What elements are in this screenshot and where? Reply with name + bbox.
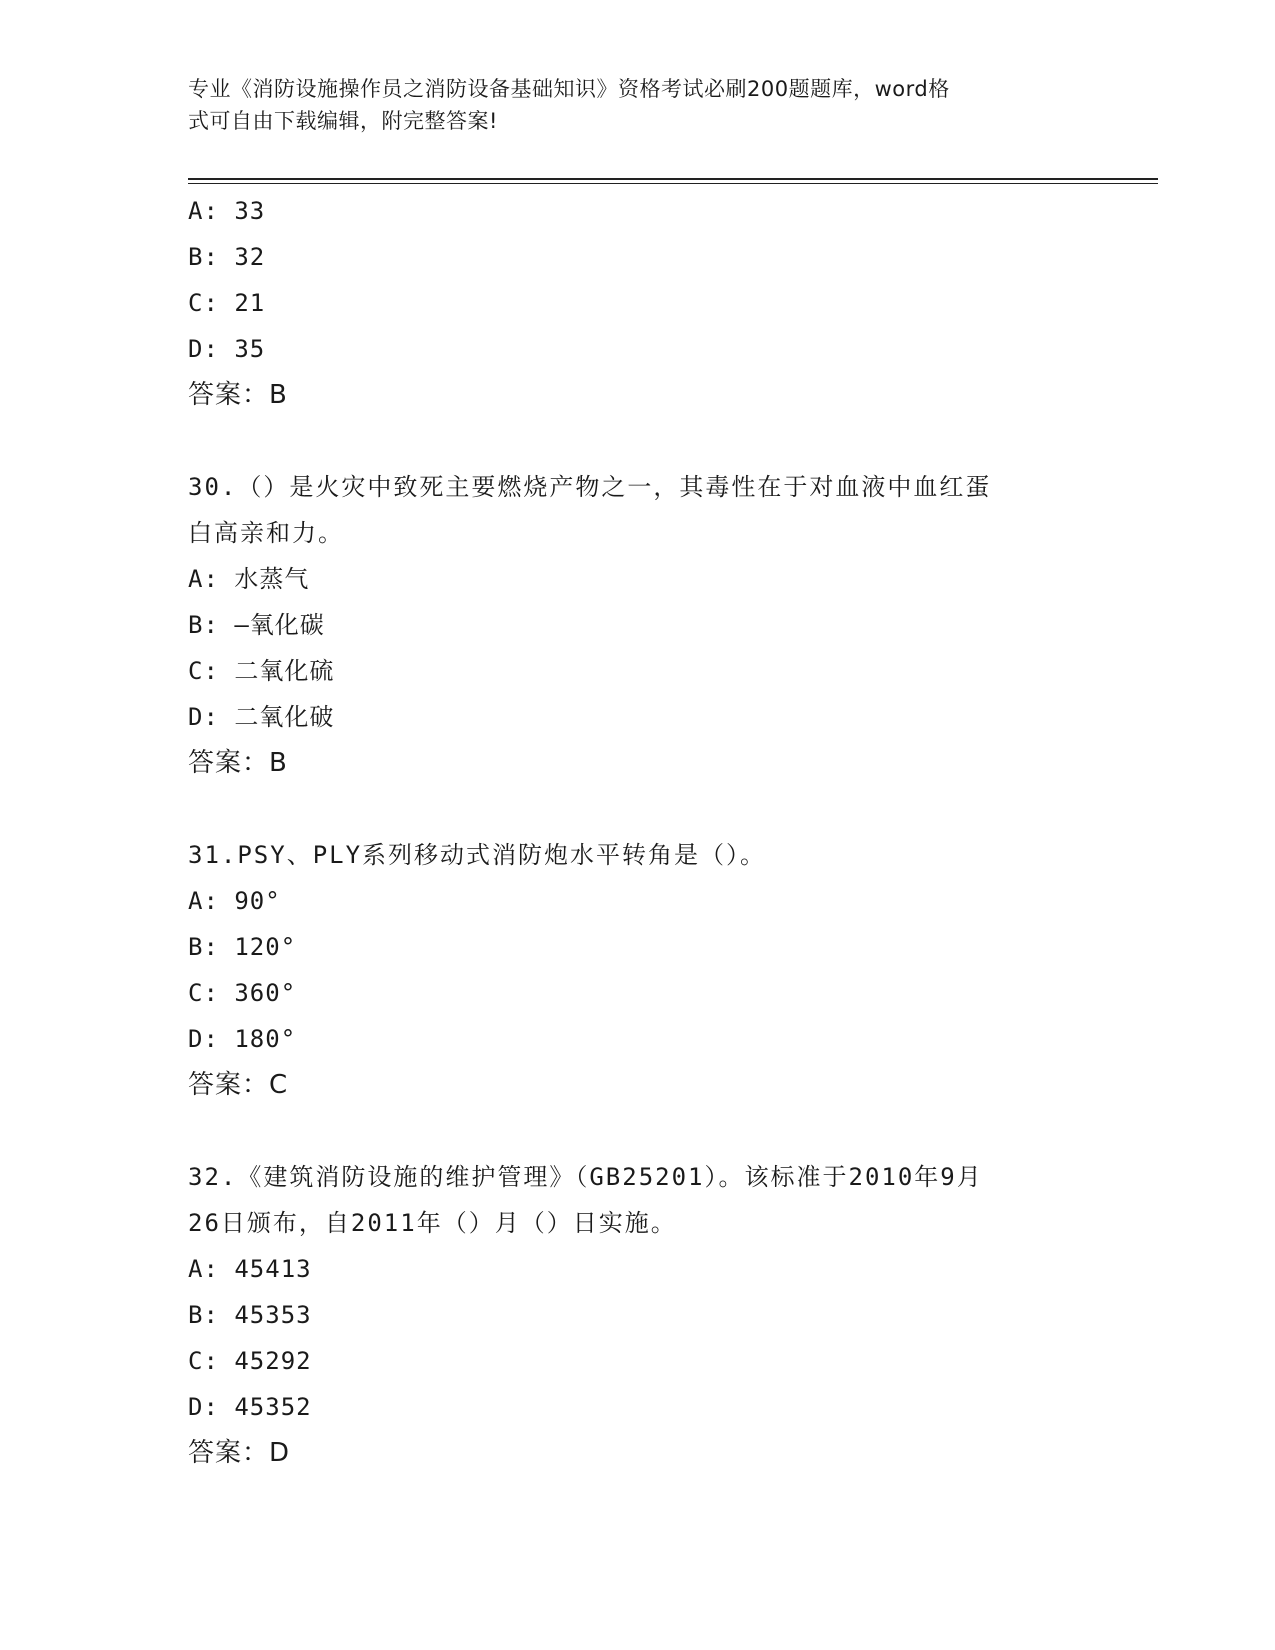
option-d: D: 180° bbox=[188, 1025, 297, 1053]
question-32 bbox=[188, 1154, 1088, 1476]
option-b: B: —氧化碳 bbox=[188, 611, 325, 639]
option-d: D: 35 bbox=[188, 335, 266, 363]
answer-line: 答案：D bbox=[188, 1438, 291, 1468]
spacer bbox=[188, 786, 1088, 832]
header-line-1: 专业《消防设施操作员之消防设备基础知识》资格考试必刷200题题库，word格 bbox=[188, 77, 950, 101]
answer-line: 答案：B bbox=[188, 748, 288, 778]
option-d: D: 二氧化破 bbox=[188, 703, 335, 731]
question-29 bbox=[188, 188, 1088, 418]
question-text-line-2: 白高亲和力。 bbox=[188, 519, 344, 547]
document-header bbox=[188, 73, 1088, 137]
option-d: D: 45352 bbox=[188, 1393, 312, 1421]
question-text-line-1: 31.PSY、PLY系列移动式消防炮水平转角是（）。 bbox=[188, 841, 767, 869]
option-b: B: 32 bbox=[188, 243, 266, 271]
option-c: C: 360° bbox=[188, 979, 297, 1007]
header-rule-thick bbox=[188, 178, 1158, 180]
option-a: A: 水蒸气 bbox=[188, 565, 310, 593]
question-31 bbox=[188, 832, 1088, 1108]
option-a: A: 90° bbox=[188, 887, 281, 915]
answer-line: 答案：C bbox=[188, 1070, 289, 1100]
question-list bbox=[188, 188, 1088, 1476]
question-text-line-1: 32.《建筑消防设施的维护管理》（GB25201）。该标准于2010年9月 bbox=[188, 1163, 983, 1191]
question-30 bbox=[188, 464, 1088, 786]
option-b: B: 45353 bbox=[188, 1301, 312, 1329]
option-a: A: 33 bbox=[188, 197, 266, 225]
question-text-line-1: 30.（）是火灾中致死主要燃烧产物之一，其毒性在于对血液中血红蛋 bbox=[188, 473, 992, 501]
option-b: B: 120° bbox=[188, 933, 297, 961]
header-rule-thin bbox=[188, 183, 1158, 184]
header-line-2: 式可自由下载编辑，附完整答案! bbox=[188, 109, 498, 133]
answer-line: 答案：B bbox=[188, 380, 288, 410]
option-c: C: 21 bbox=[188, 289, 266, 317]
question-text-line-2: 26日颁布，自2011年（）月（）日实施。 bbox=[188, 1209, 677, 1237]
option-a: A: 45413 bbox=[188, 1255, 312, 1283]
option-c: C: 45292 bbox=[188, 1347, 312, 1375]
spacer bbox=[188, 1108, 1088, 1154]
option-c: C: 二氧化硫 bbox=[188, 657, 335, 685]
spacer bbox=[188, 418, 1088, 464]
